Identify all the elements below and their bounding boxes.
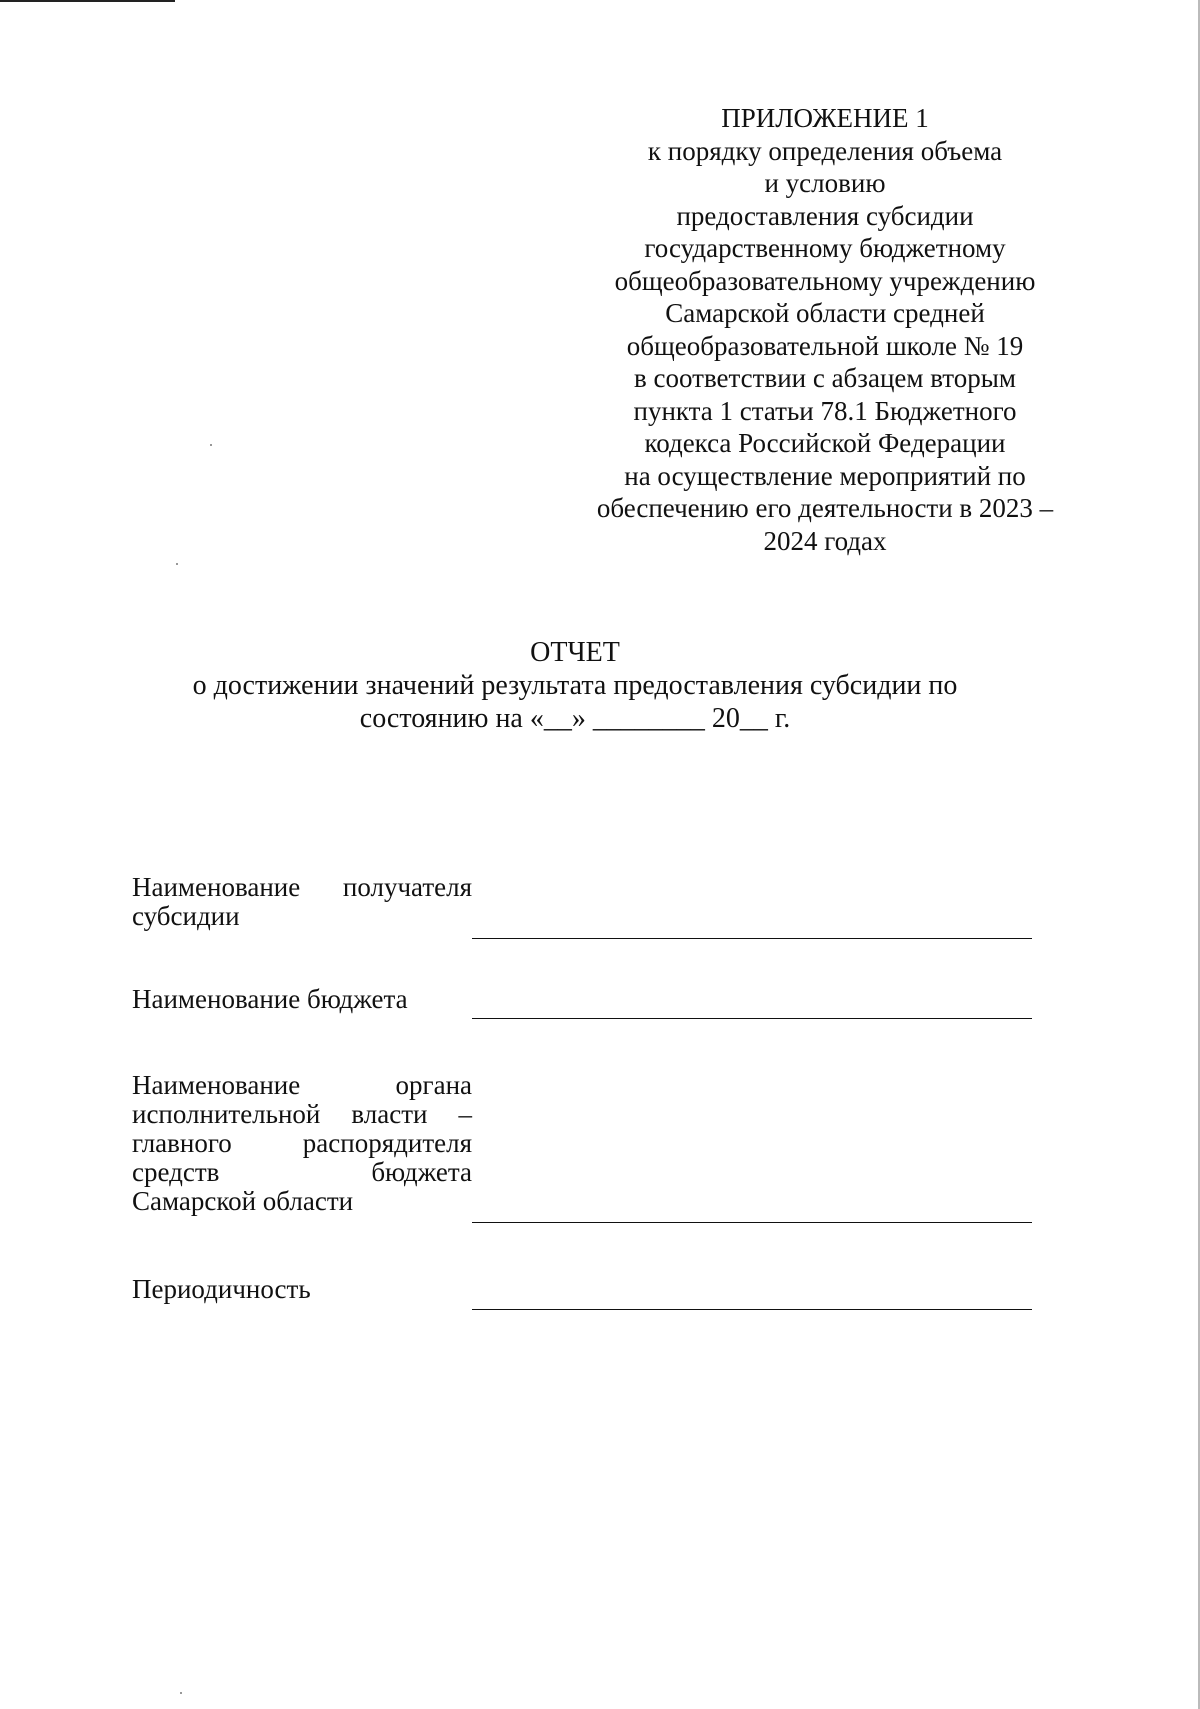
appendix-line: пункта 1 статьи 78.1 Бюджетного xyxy=(633,395,1017,426)
appendix-line: общеобразовательной школе № 19 xyxy=(626,330,1024,361)
field-label-budget xyxy=(132,985,472,1014)
appendix-line: на осуществление мероприятий по xyxy=(624,460,1026,491)
field-label-line: Самарской области xyxy=(132,1186,354,1216)
scan-speck xyxy=(210,444,212,446)
appendix-line: кодекса Российской Федерации xyxy=(644,428,1006,458)
field-blank-authority[interactable] xyxy=(472,1222,1032,1223)
appendix-line: к порядку определения объема xyxy=(647,135,1003,166)
field-label-line: исполнительной власти – xyxy=(132,1099,472,1129)
appendix-line: Самарской области средней xyxy=(665,298,985,328)
field-label-authority xyxy=(132,1071,472,1216)
field-blank-periodicity[interactable] xyxy=(472,1309,1032,1310)
report-date-line: состоянию на «__» ________ 20__ г. xyxy=(359,703,791,734)
field-label-periodicity xyxy=(132,1275,472,1304)
appendix-header xyxy=(560,102,1090,557)
appendix-title: ПРИЛОЖЕНИЕ 1 xyxy=(721,103,929,133)
appendix-line: предоставления субсидии xyxy=(676,200,974,231)
appendix-line: государственному бюджетному xyxy=(644,233,1006,263)
appendix-line: обеспечению его деятельности в 2023 – xyxy=(596,493,1054,523)
field-label-line: главного распорядителя xyxy=(132,1128,472,1158)
appendix-line: в соответствии с абзацем вторым xyxy=(634,363,1016,393)
report-heading xyxy=(0,636,1150,735)
field-label-line: средств бюджета xyxy=(132,1157,472,1187)
scan-edge-top xyxy=(0,0,175,2)
appendix-line: 2024 годах xyxy=(763,525,887,556)
field-label-line: Наименование органа xyxy=(132,1070,472,1100)
appendix-line: общеобразовательному учреждению xyxy=(614,265,1036,296)
appendix-line: и условию xyxy=(764,168,886,198)
field-label-line: Наименование получателя xyxy=(132,872,472,902)
field-blank-budget[interactable] xyxy=(472,1018,1032,1019)
report-subtitle-line: о достижении значений результата предоставления субсидии по xyxy=(192,670,958,701)
field-label-recipient xyxy=(132,873,472,931)
field-label-line: Периодичность xyxy=(132,1274,311,1304)
field-blank-recipient[interactable] xyxy=(472,938,1032,939)
scan-speck xyxy=(176,563,178,565)
report-title: ОТЧЕТ xyxy=(530,637,620,668)
field-label-line: Наименование бюджета xyxy=(132,984,408,1014)
field-label-line: субсидии xyxy=(132,901,240,931)
scan-speck xyxy=(180,1692,182,1694)
